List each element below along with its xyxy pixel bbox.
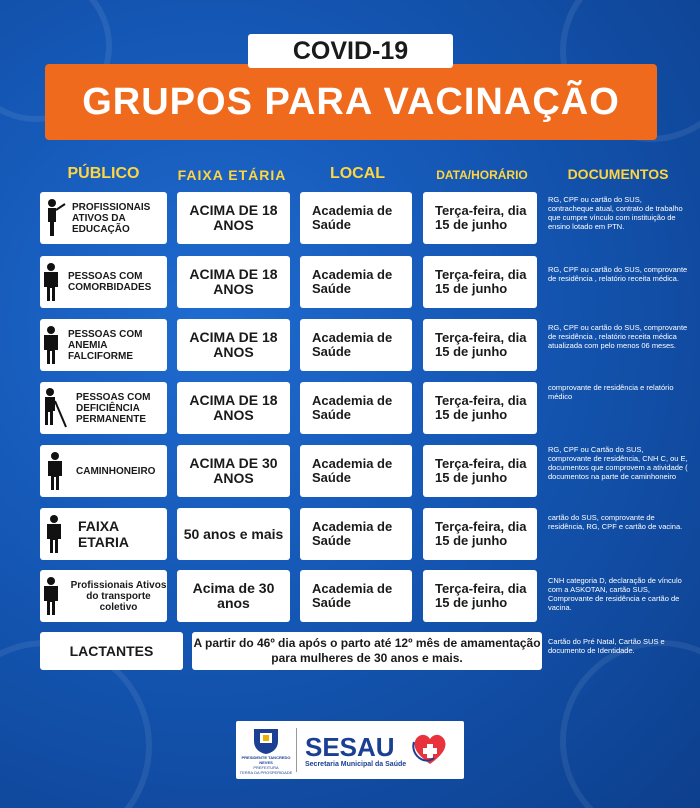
heart-stethoscope-icon bbox=[406, 728, 450, 773]
person-icon bbox=[40, 514, 68, 554]
data-cell: Terça-feira, dia 15 de junho bbox=[423, 508, 537, 560]
documentos-cell: RG, CPF ou Cartão do SUS, comprovante de residência, CNH C, ou E, documentos que comprovem a atividade ( documentos na parte de caminhoneiro bbox=[548, 445, 688, 481]
table-row-publico bbox=[40, 382, 167, 434]
table-row-publico bbox=[40, 445, 167, 497]
publico-label: Profissionais Ativos do transporte coletivo bbox=[70, 579, 167, 613]
table-row-publico bbox=[40, 570, 167, 622]
city-line-3: TERRA DA PROSPERIDADE bbox=[239, 770, 293, 775]
blind-person-icon bbox=[40, 387, 68, 429]
publico-label: FAIXA ETARIA bbox=[77, 518, 130, 550]
column-header-faixa: FAIXA ETÁRIA bbox=[177, 167, 287, 183]
faixa-etaria-cell: ACIMA DE 18 ANOS bbox=[177, 382, 290, 434]
city-logo bbox=[236, 725, 296, 775]
documentos-cell: RG, CPF ou cartão do SUS, comprovante de residência , relatório receita médica. bbox=[548, 265, 688, 283]
documentos-cell: comprovante de residência e relatório médico bbox=[548, 383, 674, 401]
covid-badge bbox=[248, 34, 453, 68]
sesau-subtitle: Secretaria Municipal da Saúde bbox=[305, 760, 407, 768]
local-cell: Academia de Saúde bbox=[300, 508, 412, 560]
documentos-cell: cartão do SUS, comprovante de residência, RG, CPF e cartão de vacina. bbox=[548, 513, 683, 531]
publico-label: PESSOAS COM COMORBIDADES bbox=[68, 271, 152, 293]
documentos-cell: RG, CPF ou cartão do SUS, comprovante de residência , relatório receita médica atualizada com pelo menos 06 meses. bbox=[548, 323, 688, 350]
faixa-etaria-cell: ACIMA DE 18 ANOS bbox=[177, 319, 290, 371]
person-icon bbox=[40, 576, 62, 616]
person-icon bbox=[40, 262, 62, 302]
title-banner bbox=[45, 64, 657, 140]
lactantes-description: A partir do 46º dia após o parto até 12º mês de amamentação para mulheres de 30 anos e mais. bbox=[192, 632, 542, 670]
data-cell: Terça-feira, dia 15 de junho bbox=[423, 192, 537, 244]
person-icon bbox=[40, 325, 62, 365]
documentos-cell: RG, CPF ou cartão do SUS, contracheque atual, contrato de trabalho que cumpre vínculo com instituição de ensino lotado em PTN. bbox=[548, 195, 683, 231]
publico-label: PROFISSIONAIS ATIVOS DA EDUCAÇÃO bbox=[72, 201, 151, 235]
local-cell: Academia de Saúde bbox=[300, 192, 412, 244]
publico-label: CAMINHONEIRO bbox=[76, 465, 156, 477]
city-crest-icon bbox=[252, 725, 280, 755]
table-row-publico bbox=[40, 256, 167, 308]
publico-label: PESSOAS COM DEFICIÊNCIA PERMANENTE bbox=[76, 391, 151, 425]
person-icon bbox=[40, 451, 70, 491]
column-header-documentos: DOCUMENTOS bbox=[567, 166, 669, 182]
local-cell: Academia de Saúde bbox=[300, 382, 412, 434]
publico-label: PESSOAS COM ANEMIA FALCIFORME bbox=[68, 328, 143, 362]
data-cell: Terça-feira, dia 15 de junho bbox=[423, 256, 537, 308]
covid-badge-label: COVID-19 bbox=[292, 36, 409, 65]
faixa-etaria-cell: ACIMA DE 30 ANOS bbox=[177, 445, 290, 497]
data-cell: Terça-feira, dia 15 de junho bbox=[423, 382, 537, 434]
virus-decoration-icon bbox=[560, 640, 700, 808]
city-name: PRESIDENTE TANCREDO NEVES bbox=[241, 755, 291, 765]
data-cell: Terça-feira, dia 15 de junho bbox=[423, 319, 537, 371]
footer-logos bbox=[236, 721, 464, 779]
lactantes-label: LACTANTES bbox=[40, 632, 183, 670]
city-line-2: PREFEITURA bbox=[253, 765, 279, 770]
table-row-publico bbox=[40, 192, 167, 244]
faixa-etaria-cell: ACIMA DE 18 ANOS bbox=[177, 256, 290, 308]
table-row-publico bbox=[40, 319, 167, 371]
data-cell: Terça-feira, dia 15 de junho bbox=[423, 570, 537, 622]
sesau-logo-text: SESAU bbox=[305, 731, 395, 762]
column-header-publico: PÚBLICO bbox=[67, 165, 140, 182]
faixa-etaria-cell: Acima de 30 anos bbox=[177, 570, 290, 622]
lactantes-documentos: Cartão do Pré Natal, Cartão SUS e documento de Identidade. bbox=[548, 637, 665, 655]
column-header-data: DATA/HORÁRIO bbox=[436, 168, 528, 182]
faixa-etaria-cell: ACIMA DE 18 ANOS bbox=[177, 192, 290, 244]
local-cell: Academia de Saúde bbox=[300, 445, 412, 497]
faixa-etaria-cell: 50 anos e mais bbox=[177, 508, 290, 560]
documentos-cell: CNH categoria D, declaração de vínculo com a ASKOTAN, cartão SUS, Comprovante de residência e cartão de vacina. bbox=[548, 576, 682, 612]
teacher-icon bbox=[40, 198, 66, 238]
data-cell: Terça-feira, dia 15 de junho bbox=[423, 445, 537, 497]
sesau-brand bbox=[297, 733, 406, 768]
local-cell: Academia de Saúde bbox=[300, 319, 412, 371]
page-title: GRUPOS PARA VACINAÇÃO bbox=[82, 80, 620, 123]
local-cell: Academia de Saúde bbox=[300, 570, 412, 622]
table-row-publico bbox=[40, 508, 167, 560]
local-cell: Academia de Saúde bbox=[300, 256, 412, 308]
column-header-local: LOCAL bbox=[329, 165, 386, 182]
